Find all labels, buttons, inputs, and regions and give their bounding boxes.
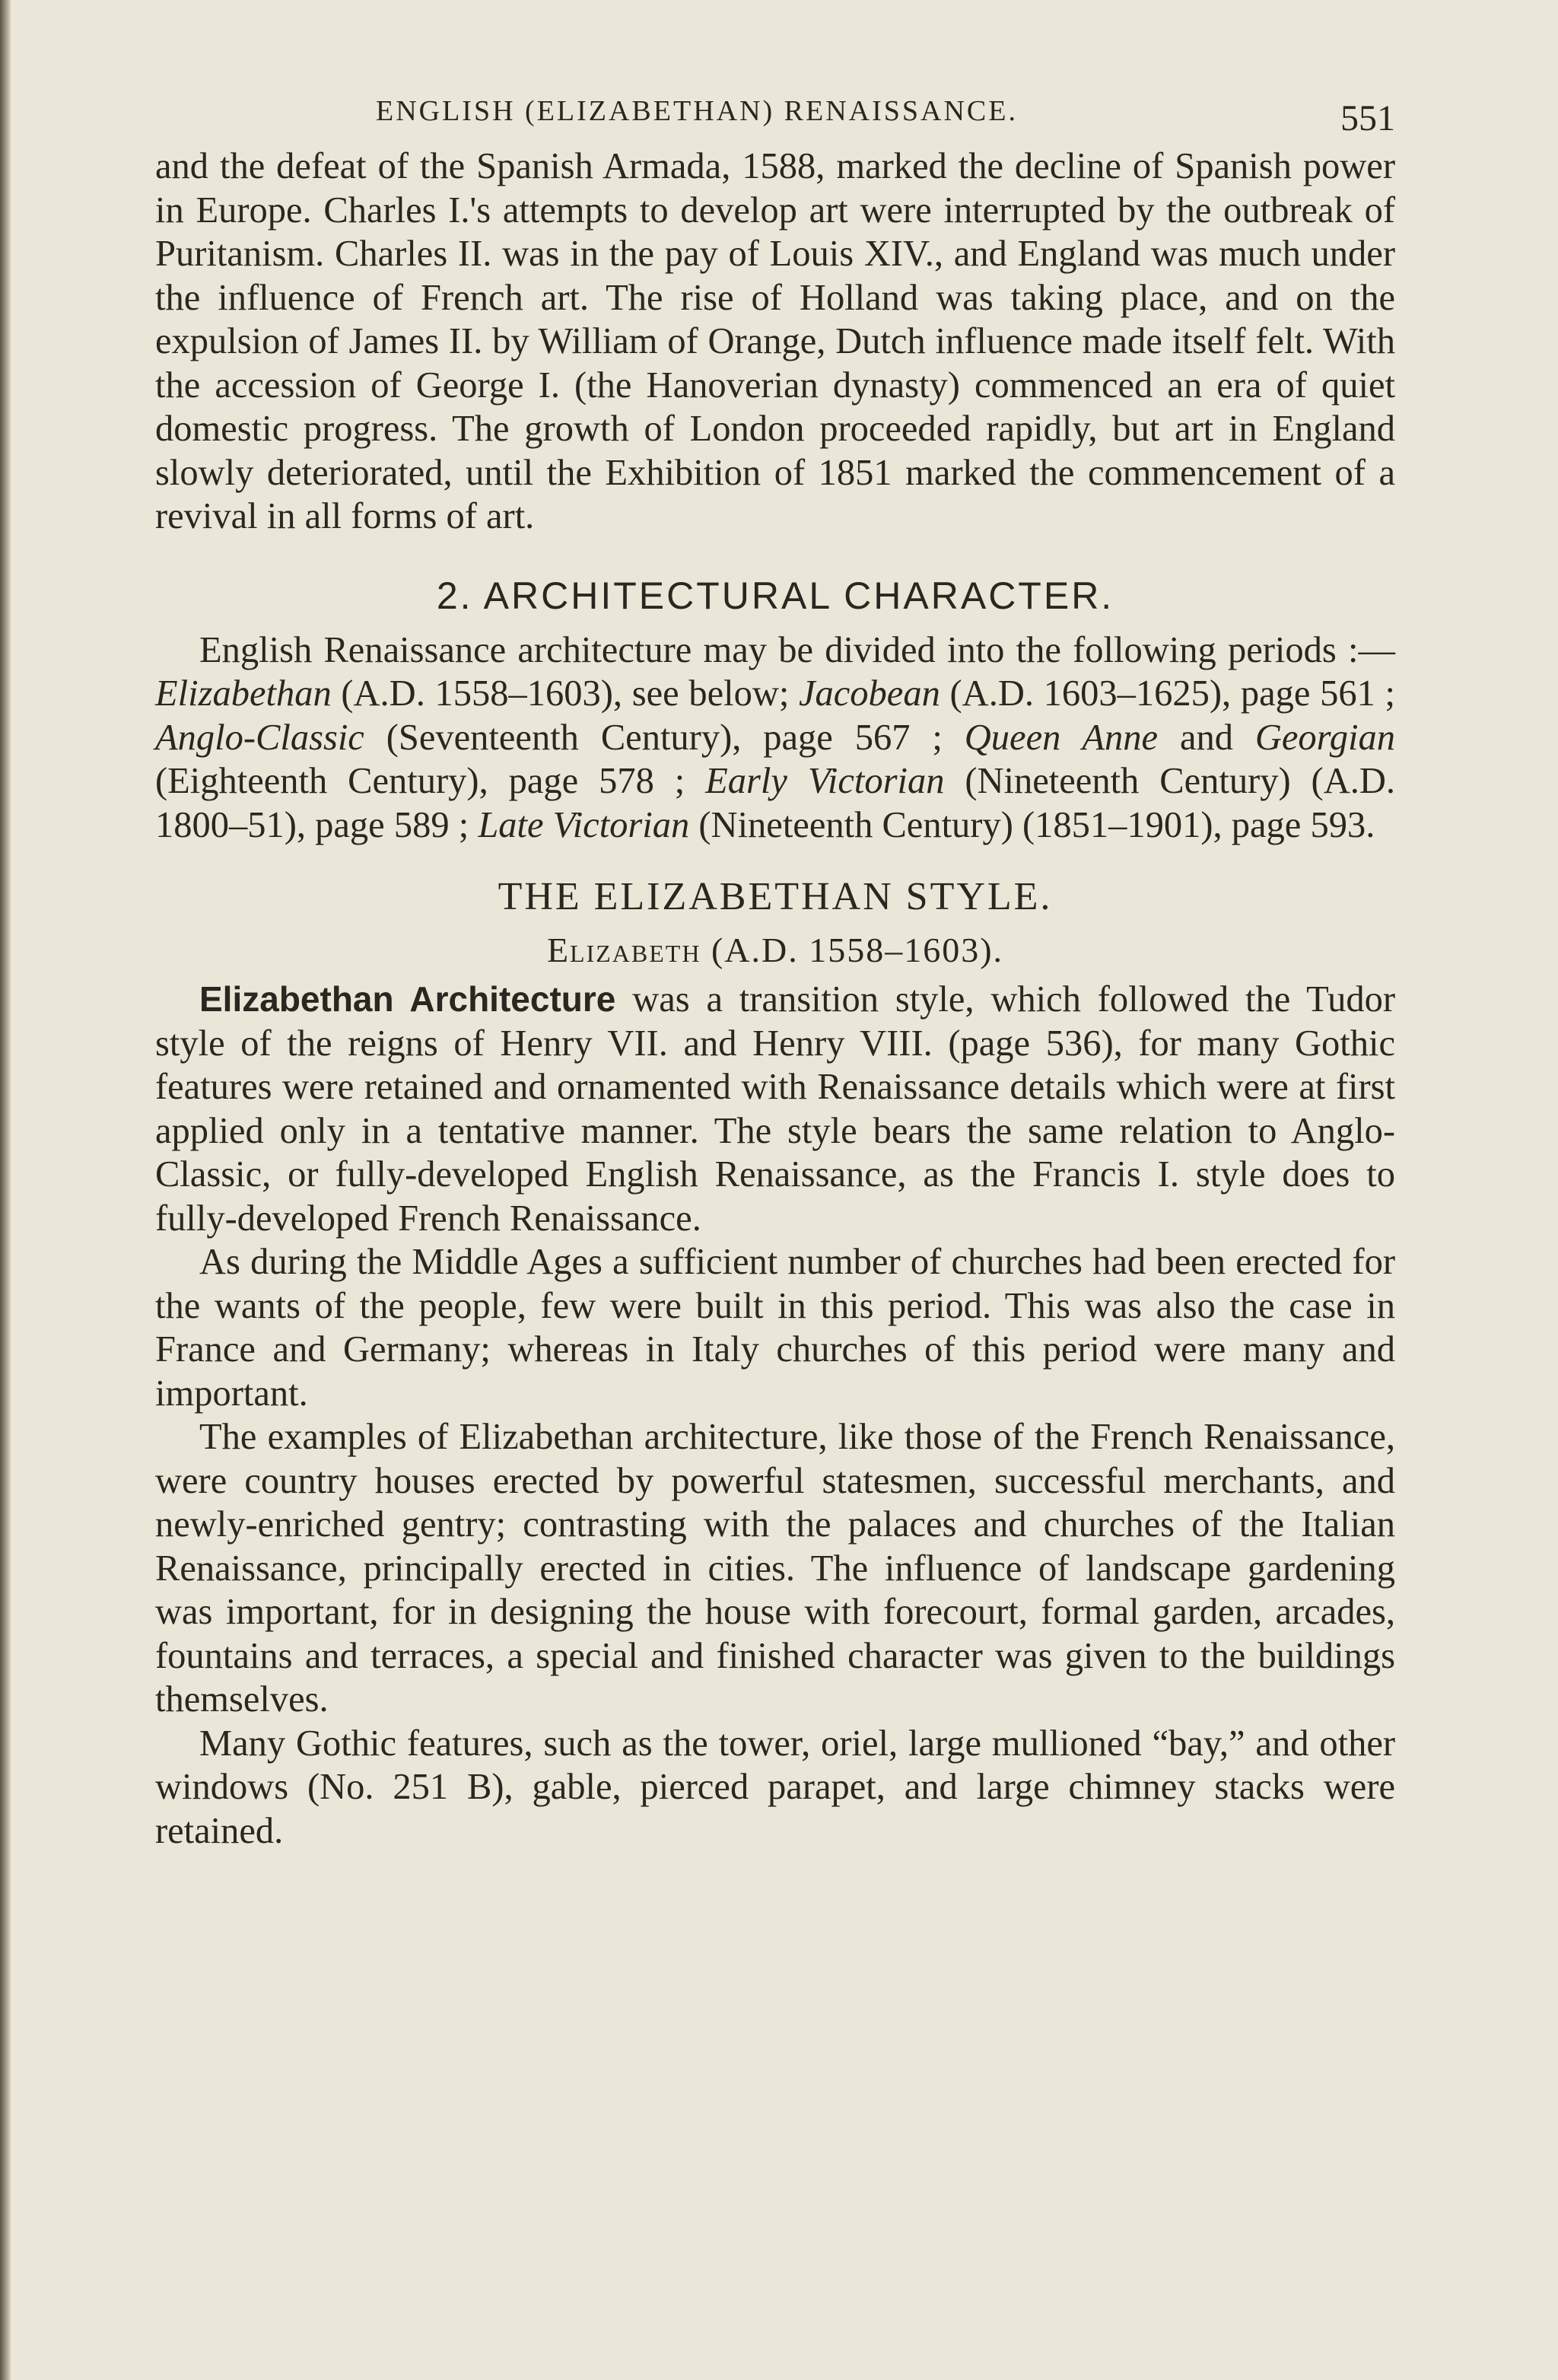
page-number: 551 xyxy=(1340,98,1395,138)
periods-text: (Seventeenth Century), page 567 ; xyxy=(364,717,965,758)
periods-text: (A.D. 1558–1603), see below; xyxy=(331,673,799,714)
paragraph-text: was a transition style, which followed the Tudor style of the reigns of Henry VII. and Henry VIII. (page 536), for many Gothic features were retained and ornamented with Renaissance details which were at first applied only in a tentative manner. The style bears the same relation to Anglo-Classic, or fully-developed English Renaissance, as the Francis I. style does to fully-developed French Renaissance. xyxy=(155,979,1395,1239)
intro-paragraph: and the defeat of the Spanish Armada, 1588, marked the decline of Spanish power in Europe. Charles I.'s attempts to develop art were interrupted by the outbreak of Puritanism. Charles II. was in the pay of Louis XIV., and England was much under the influence of French art. The rise of Holland was taking place, and on the expulsion of James II. by William of Orange, Dutch influence made itself felt. With the accession of George I. (the Hanoverian dynasty) commenced an era of quiet domestic progress. The growth of London proceeded rapidly, but art in England slowly deteriorated, until the Exhibition of 1851 marked the commencement of a revival in all forms of art. xyxy=(155,146,1395,536)
elizabethan-paragraph-2: As during the Middle Ages a sufficient number of churches had been erected for the wants of the people, few were built in this period. This was also the case in France and Germany; whereas in Italy churches of this period were many and important. xyxy=(155,1242,1395,1414)
periods-text: (A.D. 1603–1625), page 561 ; xyxy=(940,673,1395,714)
period-late-victorian: Late Victorian xyxy=(478,804,690,845)
periods-text: (Eighteenth Century), page 578 ; xyxy=(155,761,706,801)
period-early-victorian: Early Victorian xyxy=(705,761,945,801)
elizabethan-paragraph-3: The examples of Elizabethan architecture, like those of the French Renaissance, were country houses erected by powerful statesmen, successful merchants, and newly-enriched gentry; contrasting with the palaces and churches of the Italian Renaissance, principally erected in cities. The influence of landscape gardening was important, for in designing the house with forecourt, formal garden, arcades, fountains and terraces, a special and finished character was given to the buildings themselves. xyxy=(155,1417,1395,1720)
style-subtitle: Elizabeth (A.D. 1558–1603). xyxy=(546,931,1004,969)
running-title: ENGLISH (ELIZABETHAN) RENAISSANCE. xyxy=(376,95,1018,127)
style-title: THE ELIZABETHAN STYLE. xyxy=(498,875,1053,918)
periods-text: and xyxy=(1158,717,1255,758)
book-page xyxy=(155,76,1395,1853)
lead-term: Elizabethan Architecture xyxy=(199,979,616,1019)
running-header xyxy=(155,76,1395,145)
period-elizabethan: Elizabethan xyxy=(155,673,332,714)
periods-text: (Nineteenth Century) (1851–1901), page 593. xyxy=(689,804,1375,845)
period-georgian: Georgian xyxy=(1254,717,1395,758)
elizabethan-paragraph-4: Many Gothic features, such as the tower, oriel, large mullioned “bay,” and other windows (No. 251 B), gable, pierced parapet, and large chimney stacks were retained. xyxy=(155,1723,1395,1851)
periods-paragraph xyxy=(155,628,1395,848)
period-queen-anne: Queen Anne xyxy=(964,717,1159,758)
periods-intro: English Renaissance architecture may be divided into the following periods :— xyxy=(199,629,1395,670)
period-anglo-classic: Anglo-Classic xyxy=(155,717,364,758)
page-binding-edge xyxy=(0,0,11,2380)
period-jacobean: Jacobean xyxy=(799,673,940,714)
section-heading: 2. ARCHITECTURAL CHARACTER. xyxy=(436,574,1114,617)
elizabethan-paragraph-1 xyxy=(155,978,1395,1240)
periods-text: (Nineteenth Century) (A.D. 1800–51), page 589 ; xyxy=(155,761,1395,845)
